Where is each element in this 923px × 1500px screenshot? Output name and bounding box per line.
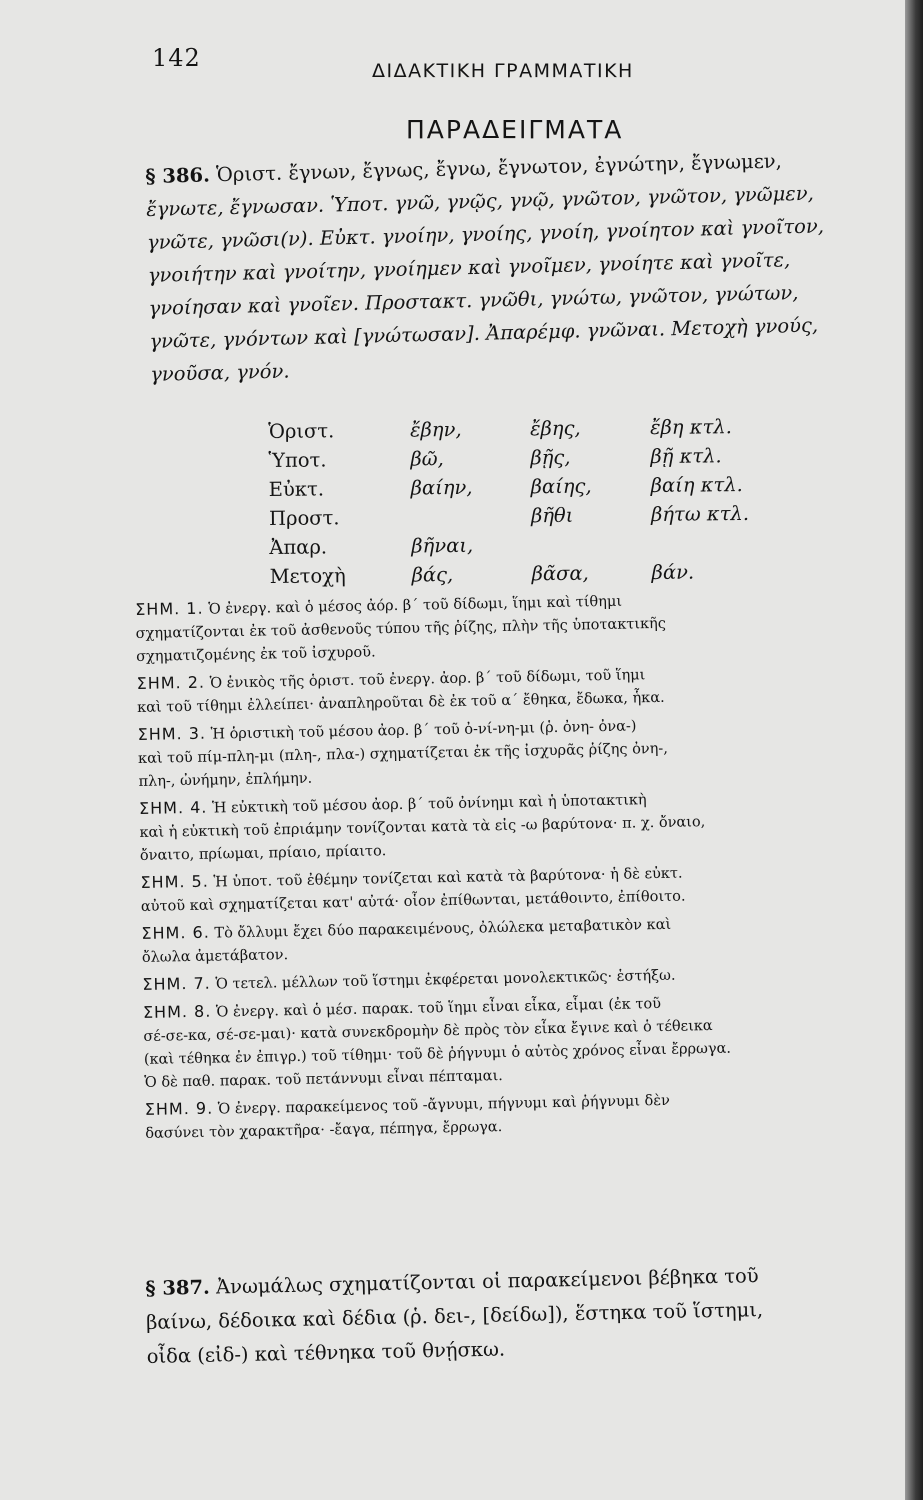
section-number: § 387.	[145, 1275, 211, 1300]
note-tag: ΣΗΜ. 6.	[141, 922, 211, 943]
note-1: ΣΗΜ. 1. Ὁ ἐνεργ. καὶ ὁ μέσος ἀόρ. β΄ τοῦ δίδωμι, ἵημι καὶ τίθημι σχηματίζονται ἐκ τοῦ ἀσθενοῦς τύπου τῆς ῥίζης, πλὴν τῆς ὑποτακτικῆς σχηματιζομένης ἐκ τοῦ ἰσχυροῦ.	[135, 593, 667, 665]
note-tag: ΣΗΜ. 8.	[142, 1001, 212, 1022]
form: βῆναι,	[411, 533, 474, 558]
note-4: ΣΗΜ. 4. Ἡ εὐκτικὴ τοῦ μέσου ἀορ. β΄ τοῦ ὀνίνημι καὶ ἡ ὑποτακτικὴ καὶ ἡ εὐκτικὴ τοῦ ἐπριάμην τονίζονται κατὰ τὰ εἰς -ω βαρύτονα· π. χ. ὄναιο, ὄναιτο, πρίωμαι, πρίαιο, πρίαιτο.	[138, 792, 706, 864]
paragraph-line: οἶδα (εἰδ-) καὶ τέθνηκα τοῦ θνῄσκω.	[146, 1337, 506, 1368]
form: βήτω κτλ.	[650, 501, 750, 526]
note-9: ΣΗΜ. 9. Ὁ ἐνεργ. παρακείμενος τοῦ -ἄγνυμι, πήγνυμι καὶ ῥήγνυμι δὲν δασύνει τὸν χαρακτῆρα· -ἔαγα, πέπηγα, ἔρρωγα.	[144, 1092, 671, 1142]
mood-label: Ἀπαρ.	[269, 535, 328, 559]
form: ἔβη κτλ.	[649, 415, 732, 439]
note-7: ΣΗΜ. 7. Ὁ τετελ. μέλλων τοῦ ἵστημι ἐκφέρεται μονολεκτικῶς· ἑστήξω.	[142, 967, 676, 994]
paragraph-line: γνῶτε, γνῶσι(ν). Εὐκτ. γνοίην, γνοίης, γνοίη, γνοίητον καὶ γνοῖτον,	[146, 214, 825, 254]
page-number: 142	[152, 44, 201, 72]
form: βαίης,	[530, 474, 592, 499]
paragraph-387	[145, 1256, 897, 1374]
note-tag: ΣΗΜ. 2.	[136, 672, 206, 693]
form: βάν.	[651, 560, 695, 584]
note-8: ΣΗΜ. 8. Ὁ ἐνεργ. καὶ ὁ μέσ. παρακ. τοῦ ἵημι εἶναι εἷκα, εἷμαι (ἐκ τοῦ σέ-σε-κα, σέ-σε-μαι)· κατὰ συνεκδρομὴν δὲ πρὸς τὸν εἷκα ἔγινε καὶ ὁ τέθεικα (καὶ τέθηκα ἐν ἐπιγρ.) τοῦ τίθημι· τοῦ δὲ ῥήγνυμι ὁ αὐτὸς χρόνος εἶναι ἔρρωγα. Ὁ δὲ παθ. παρακ. τοῦ πετάννυμι εἶναι πέπταμαι.	[142, 995, 732, 1091]
page-edge-shadow	[905, 0, 923, 1500]
notes-block	[135, 584, 890, 1149]
note-tag: ΣΗΜ. 3.	[137, 723, 207, 744]
running-head: ΔΙΔΑΚΤΙΚΗ ΓΡΑΜΜΑΤΙΚΗ	[372, 60, 634, 82]
mood-label: Ὁριστ.	[268, 419, 335, 443]
note-tag: ΣΗΜ. 1.	[135, 598, 204, 619]
paragraph-line: ἔγνωτε, ἔγνωσαν. Ὑποτ. γνῶ, γνῷς, γνῷ, γνῶτον, γνῶτον, γνῶμεν,	[145, 181, 815, 221]
paragraph-line: γνῶτε, γνόντων καὶ [γνώτωσαν]. Ἀπαρέμφ. γνῶναι. Μετοχὴ γνούς,	[149, 313, 819, 353]
section-number: § 386.	[145, 163, 211, 188]
form: ἔβης,	[529, 416, 581, 441]
note-5: ΣΗΜ. 5. Ἡ ὑποτ. τοῦ ἐθέμην τονίζεται καὶ κατὰ τὰ βαρύτονα· ἡ δὲ εὐκτ. αὐτοῦ καὶ σχηματίζεται κατ' αὐτά· οἷον ἐπίθωνται, μετάθοιντο, ἐπίθοιτο.	[140, 865, 686, 915]
mood-label: Εὐκτ.	[268, 477, 325, 501]
paragraph-line: § 386. Ὁριστ. ἔγνων, ἔγνως, ἔγνω, ἔγνωτον, ἐγνώτην, ἔγνωμεν,	[145, 149, 783, 188]
paragraph-line: γνοίησαν καὶ γνοῖεν. Προστακτ. γνῶθι, γνώτω, γνῶτον, γνώτων,	[148, 281, 799, 320]
section-title: ΠΑΡΑΔΕΙΓΜΑΤΑ	[406, 115, 624, 144]
mood-label: Ὑποτ.	[268, 448, 327, 472]
paragraph-386	[145, 142, 900, 391]
form: ἔβην,	[409, 417, 462, 442]
note-6: ΣΗΜ. 6. Τὸ ὄλλυμι ἔχει δύο παρακειμένους, ὀλώλεκα μεταβατικὸν καὶ ὄλωλα ἀμετάβατον.	[141, 916, 672, 966]
note-3: ΣΗΜ. 3. Ἡ ὁριστικὴ τοῦ μέσου ἀορ. β΄ τοῦ ὀ-νί-νη-μι (ῥ. ὀνη- ὀνα-) καὶ τοῦ πίμ-πλη-μι (πλη-, πλα-) σχηματίζεται ἐκ τῆς ἰσχυρᾶς ῥίζης ὀνη-, πλη-, ὠνήμην, ἐπλήμην.	[137, 718, 669, 790]
paragraph-line: γνοῦσα, γνόν.	[149, 359, 290, 386]
paradigm-table	[268, 414, 810, 594]
form: βάς,	[411, 563, 454, 587]
form: βαίη κτλ.	[650, 473, 743, 497]
form: βῶ,	[410, 447, 444, 471]
paragraph-line: § 387. Ἀνωμάλως σχηματίζονται οἱ παρακείμενοι βέβηκα τοῦ	[145, 1264, 759, 1300]
paragraph-line: γνοιήτην καὶ γνοίτην, γνοίημεν καὶ γνοῖμεν, γνοίητε καὶ γνοῖτε,	[147, 248, 791, 287]
form: βαίην,	[410, 475, 473, 500]
form: βᾶσα,	[531, 561, 589, 586]
paragraph-line: βαίνω, δέδοικα καὶ δέδια (ῥ. δει-, [δείδω]), ἕστηκα τοῦ ἵστημι,	[145, 1298, 764, 1334]
form: βῇ κτλ.	[650, 444, 722, 468]
note-2: ΣΗΜ. 2. Ὁ ἑνικὸς τῆς ὁριστ. τοῦ ἐνεργ. ἀορ. β΄ τοῦ δίδωμι, τοῦ ἵημι καὶ τοῦ τίθημι ἐλλείπει· ἀναπληροῦται δὲ ἐκ τοῦ α΄ ἔθηκα, ἔδωκα, ἧκα.	[136, 667, 665, 716]
note-tag: ΣΗΜ. 9.	[144, 1098, 214, 1119]
mood-label: Μετοχὴ	[269, 564, 346, 588]
mood-label: Προστ.	[268, 506, 340, 530]
form: βῆθι	[530, 503, 574, 528]
note-tag: ΣΗΜ. 7.	[142, 973, 211, 994]
note-tag: ΣΗΜ. 4.	[138, 797, 208, 818]
form: βῇς,	[530, 445, 571, 470]
note-tag: ΣΗΜ. 5.	[140, 871, 210, 892]
